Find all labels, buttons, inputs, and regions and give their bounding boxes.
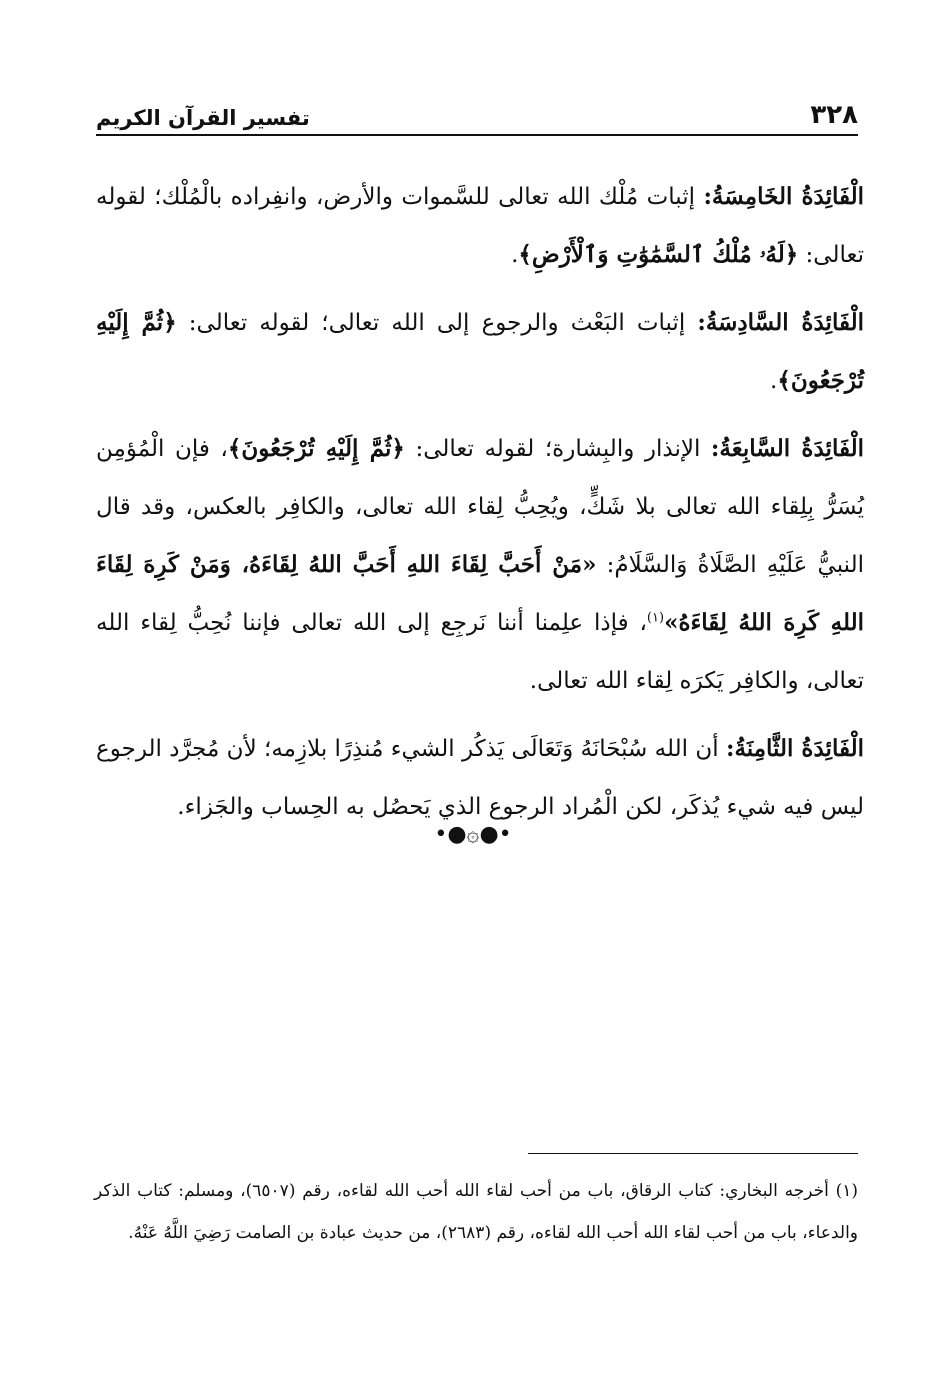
footnote-1: (١) أخرجه البخاري: كتاب الرقاق، باب من أحب لقاء الله أحب الله لقاءه، رقم (٦٥٠٧)، ومسلم: كتاب الذكر والدعاء، باب من أحب لقاء الله أحب الله لقاءه، رقم (٢٦٨٣)، من حديث عبادة بن الصامت رَضِيَ اللَّهُ عَنْهُ. — [94, 1181, 858, 1243]
footnote-reference: (١) — [646, 610, 665, 626]
paragraph-text: ، فإذا علِمنا أننا نَرجِع إلى الله تعالى فإننا نُحِبُّ لِقاء الله تعالى، والكافِر يَكرَه لِقاء الله تعالى. — [96, 610, 864, 694]
benefit-heading: الْفَائِدَةُ السَّادِسَةُ: — [697, 309, 864, 336]
quran-verse: ﴿لَهُۥ مُلْكُ ٱلسَّمَٰوَٰتِ وَٱلْأَرْضِ﴾ — [518, 241, 799, 268]
page-header — [96, 96, 858, 136]
paragraph-benefit-7 — [96, 420, 864, 710]
paragraph-text: إثبات مُلْك الله تعالى للسَّموات والأرض، وانفِراده بالْمُلْك؛ لقوله تعالى: — [96, 184, 864, 268]
paragraph-text: الإنذار والبِشارة؛ لقوله تعالى: — [404, 436, 711, 462]
quran-verse: ﴿ثُمَّ إِلَيْهِ تُرْجَعُونَ﴾ — [96, 309, 864, 394]
footnote-divider — [528, 1153, 858, 1154]
paragraph-benefit-6 — [96, 294, 864, 410]
paragraph-text: أن الله سُبْحَانَهُ وَتَعَالَى يَذكُر الشيء مُنذِرًا بلازِمه؛ لأن مُجرَّد الرجوع ليس فيه شيء يُذكَر، لكن الْمُراد الرجوع الذي يَحصُل به الحِساب والجَزاء. — [96, 736, 864, 820]
benefit-heading: الْفَائِدَةُ الثَّامِنَةُ: — [725, 735, 864, 762]
main-text — [96, 168, 864, 846]
page-number: ٣٢٨ — [810, 100, 858, 130]
paragraph-text: إثبات البَعْث والرجوع إلى الله تعالى؛ لقوله تعالى: — [176, 310, 698, 336]
paragraph-text: . — [511, 242, 519, 268]
benefit-heading: الْفَائِدَةُ السَّابِعَةُ: — [710, 435, 864, 462]
footnotes — [94, 1170, 858, 1254]
section-ornament: •●۞●• — [434, 822, 512, 847]
quran-verse: ﴿ثُمَّ إِلَيْهِ تُرْجَعُونَ﴾ — [227, 435, 405, 462]
paragraph-benefit-8 — [96, 720, 864, 836]
running-title: تفسير القرآن الكريم — [96, 106, 310, 130]
paragraph-text: . — [770, 368, 778, 394]
hadith-quote: «مَنْ أَحَبَّ لِقَاءَ اللهِ أَحَبَّ اللهُ لِقَاءَهُ، وَمَنْ كَرِهَ لِقَاءَ اللهِ كَرِهَ اللهُ لِقَاءَهُ» — [96, 551, 864, 636]
paragraph-text: ، فإن الْمُؤمِن يُسَرُّ بِلِقاء الله تعالى بلا شَكٍّ، ويُحِبُّ لِقاء الله تعالى، والكافِر بالعكس، وقد قال النبيُّ عَلَيْهِ الصَّلَاةُ وَالسَّلَامُ: — [96, 436, 864, 578]
paragraph-benefit-5 — [96, 168, 864, 284]
benefit-heading: الْفَائِدَةُ الخَامِسَةُ: — [703, 183, 865, 210]
